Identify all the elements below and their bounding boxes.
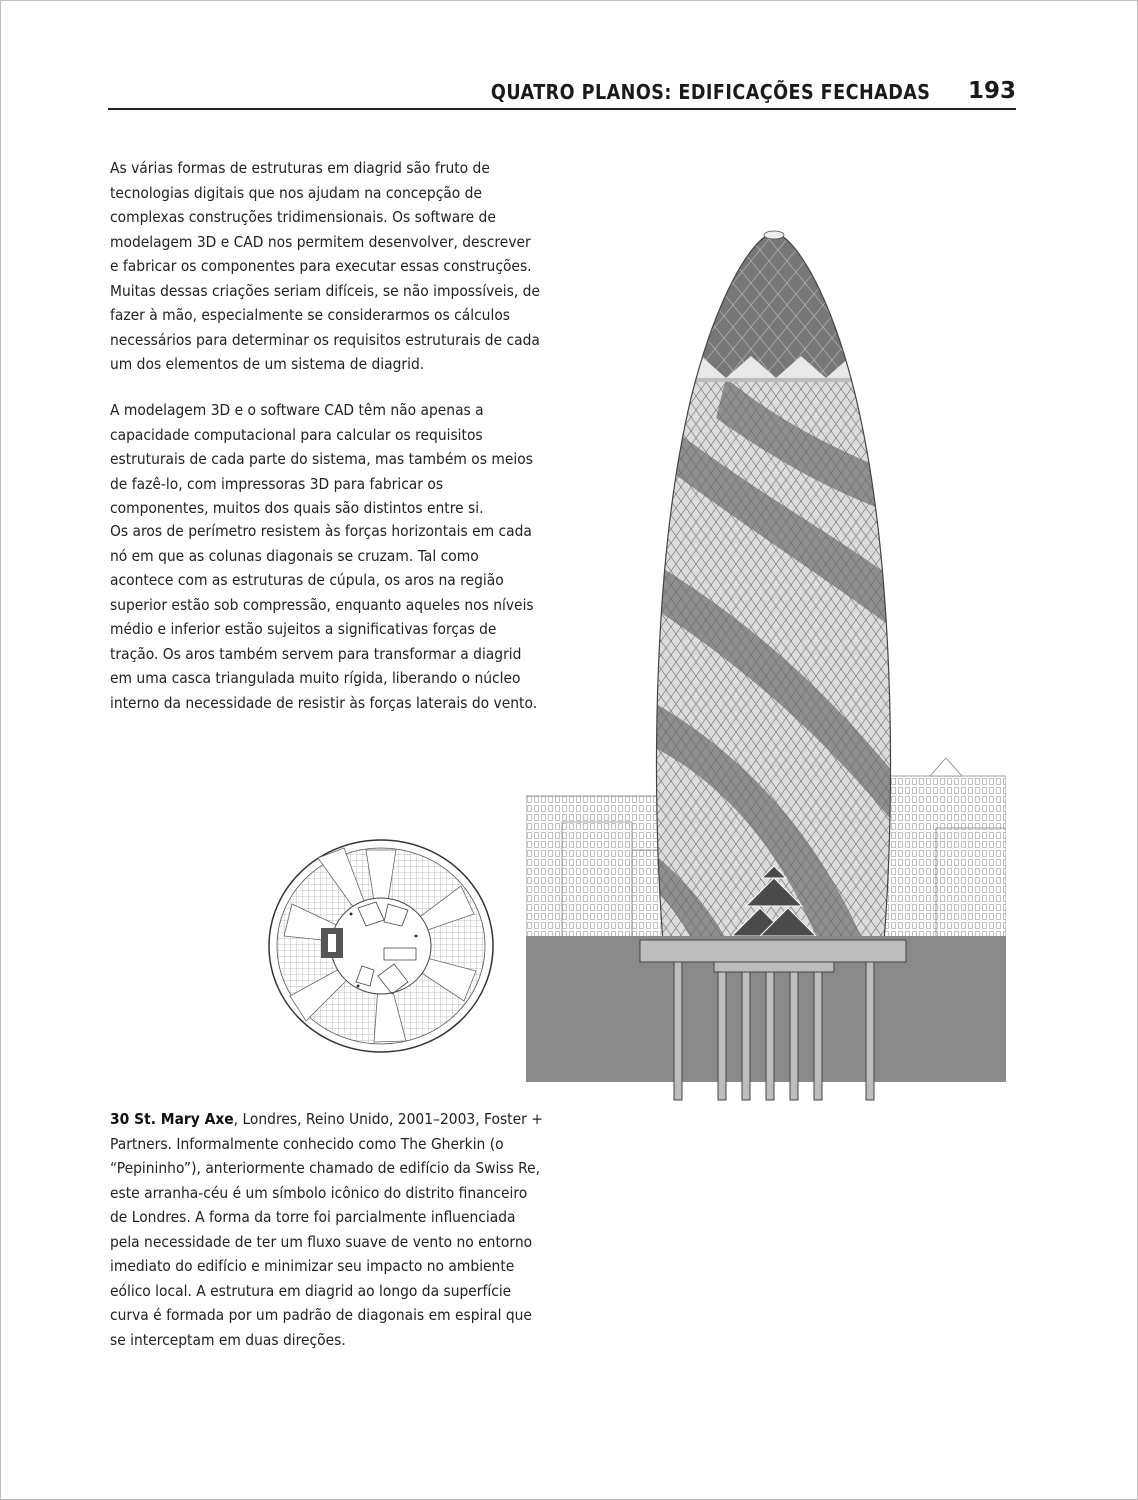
caption-building-name: 30 St. Mary Axe xyxy=(110,1110,234,1128)
tower-body xyxy=(646,228,906,948)
floor-plan-illustration xyxy=(266,836,496,1056)
tower-elevation-illustration xyxy=(526,228,1006,1106)
running-header-title: QUATRO PLANOS: EDIFICAÇÕES FECHADAS xyxy=(490,80,930,104)
foundation-section xyxy=(526,936,1006,1100)
body-paragraph-2: A modelagem 3D e o software CAD têm não apenas a capacidade computacional para calcular os requisitos estruturais de cada parte do sistema, mas também os meios de fazê-lo, com impressoras 3D para fabricar os componentes, muitos dos quais são distintos entre si. xyxy=(110,401,533,517)
body-paragraph-1: As várias formas de estruturas em diagrid são fruto de tecnologias digitais que nos ajudam na concepção de complexas construções tridimensionais. Os software de modelagem 3D e CAD nos permitem desenvolver, descrever e fabricar os componentes para executar essas construções. Muitas dessas criações seriam difíceis, se não impossíveis, de fazer à mão, especialmente se considerarmos os cálculos necessários para determinar os requisitos estruturais de cada um dos elementos de um sistema de diagrid. xyxy=(110,159,540,373)
page-number: 193 xyxy=(967,78,1016,104)
header-rule xyxy=(108,108,1016,110)
body-paragraph-3: Os aros de perímetro resistem às forças horizontais em cada nó em que as colunas diagonais se cruzam. Tal como acontece com as estruturas de cúpula, os aros na região superior estão sob compressão, enquanto aqueles nos níveis médio e inferior estão sujeitos a significativas forças de tração. Os aros também servem para transformar a diagrid em uma casca triangulada muito rígida, liberando o núcleo interno da necessidade de resistir às forças laterais do vento. xyxy=(110,522,538,712)
figure-caption xyxy=(110,1107,547,1352)
caption-text: , Londres, Reino Unido, 2001–2003, Foster + Partners. Informalmente conhecido como The Gherkin (o “Pepininho”), anteriormente chamado de edifício da Swiss Re, este arranha-céu é um símbolo icônico do distrito financeiro de Londres. A forma da torre foi parcialmente influenciada pela necessidade de ter um fluxo suave de vento no entorno imediato do edifício e minimizar seu impacto no ambiente eólico local. A estrutura em diagrid ao longo da superfície curva é formada por um padrão de diagonais em espiral que se interceptam em duas direções. xyxy=(110,1110,543,1349)
